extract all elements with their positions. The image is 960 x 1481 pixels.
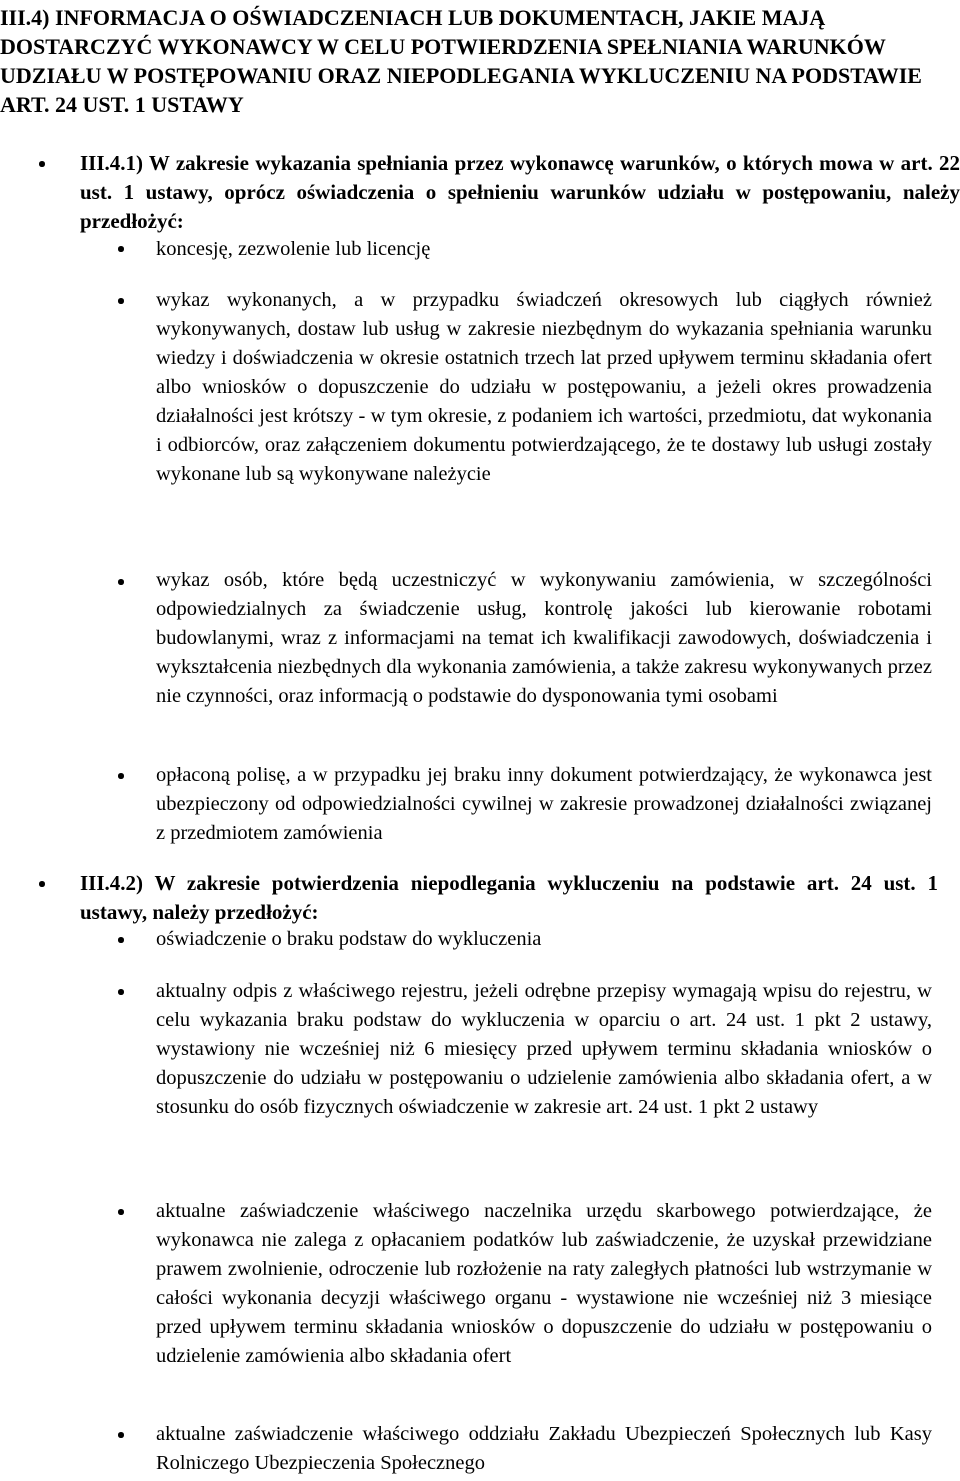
bullet-s1-item-4 (118, 773, 124, 779)
s1-item-2: wykaz wykonanych, a w przypadku świadczeń okresowych lub ciągłych również wykonywanych, dostaw lub usług w zakresie niezbędnym do wykazania spełniania warunku wiedzy i doświadczenia w okresie ostatnich trzech lat przed upływem terminu składania ofert albo wniosków o dopuszczenie do udziału w postępowaniu, a jeżeli okres prowadzenia działalności jest krótszy - w tym okresie, z podaniem ich wartości, przedmiotu, dat wykonania i odbiorców, oraz załączeniem dokumentu potwierdzającego, że te dostawy lub usługi zostały wykonane lub są wykonywane należycie (156, 289, 932, 485)
bullet-s1-item-1 (118, 246, 124, 252)
bullet-s2-item-4 (118, 1432, 124, 1438)
bullet-s2-item-2 (118, 989, 124, 995)
s2-item-1: oświadczenie o braku podstaw do wykluczenia (156, 928, 542, 950)
section-2-title: III.4.2) W zakresie potwierdzenia niepodlegania wykluczeniu na podstawie art. 24 ust. 1 ustawy, należy przedłożyć: (80, 871, 938, 924)
bullet-section-1 (39, 161, 45, 167)
s1-item-3: wykaz osób, które będą uczestniczyć w wykonywaniu zamówienia, w szczególności odpowiedzialnych za świadczenie usług, kontrolę jakości lub kierowanie robotami budowlanymi, wraz z informacjami na temat ich kwalifikacji zawodowych, doświadczenia i wykształcenia niezbędnych dla wykonania zamówienia, a także zakresu wykonywanych przez nie czynności, oraz informacją o podstawie do dysponowania tymi osobami (156, 569, 932, 707)
s2-item-3: aktualne zaświadczenie właściwego naczelnika urzędu skarbowego potwierdzające, że wykonawca nie zalega z opłacaniem podatków lub zaświadczenie, że uzyskał przewidziane prawem zwolnienie, odroczenie lub rozłożenie na raty zaległych płatności lub wstrzymanie w całości wykonania decyzji właściwego organu - wystawione nie wcześniej niż 3 miesiące przed upływem terminu składania wniosków o dopuszczenie do udziału w postępowaniu o udzielenie zamówienia albo składania ofert (156, 1200, 932, 1367)
section-heading: III.4) INFORMACJA O OŚWIADCZENIACH LUB DOKUMENTACH, JAKIE MAJĄ DOSTARCZYĆ WYKONAWCY W CELU POTWIERDZENIA SPEŁNIANIA WARUNKÓW UDZIAŁU W POSTĘPOWANIU ORAZ NIEPODLEGANIA WYKLUCZENIU NA PODSTAWIE ART. 24 UST. 1 USTAWY (0, 5, 922, 117)
s1-item-4: opłaconą polisę, a w przypadku jej braku inny dokument potwierdzający, że wykonawca jest ubezpieczony od odpowiedzialności cywilnej w zakresie prowadzonej działalności związanej z przedmiotem zamówienia (156, 764, 932, 844)
bullet-s1-item-2 (118, 298, 124, 304)
s2-item-4: aktualne zaświadczenie właściwego oddziału Zakładu Ubezpieczeń Społecznych lub Kasy Rolniczego Ubezpieczenia Społecznego (156, 1423, 932, 1474)
bullet-s1-item-3 (118, 579, 124, 585)
bullet-s2-item-3 (118, 1209, 124, 1215)
bullet-section-2 (39, 881, 45, 887)
s1-item-1: koncesję, zezwolenie lub licencję (156, 238, 431, 260)
s2-item-2: aktualny odpis z właściwego rejestru, jeżeli odrębne przepisy wymagają wpisu do rejestru, w celu wykazania braku podstaw do wykluczenia w oparciu o art. 24 ust. 1 pkt 2 ustawy, wystawiony nie wcześniej niż 6 miesięcy przed upływem terminu składania wniosków o dopuszczenie do udziału w postępowaniu o udzielenie zamówienia albo składania ofert, a w stosunku do osób fizycznych oświadczenie w zakresie art. 24 ust. 1 pkt 2 ustawy (156, 980, 932, 1118)
section-1-title: III.4.1) W zakresie wykazania spełniania przez wykonawcę warunków, o których mowa w art. 22 ust. 1 ustawy, oprócz oświadczenia o spełnieniu warunków udziału w postępowaniu, należy przedłożyć: (80, 151, 960, 233)
bullet-s2-item-1 (118, 937, 124, 943)
